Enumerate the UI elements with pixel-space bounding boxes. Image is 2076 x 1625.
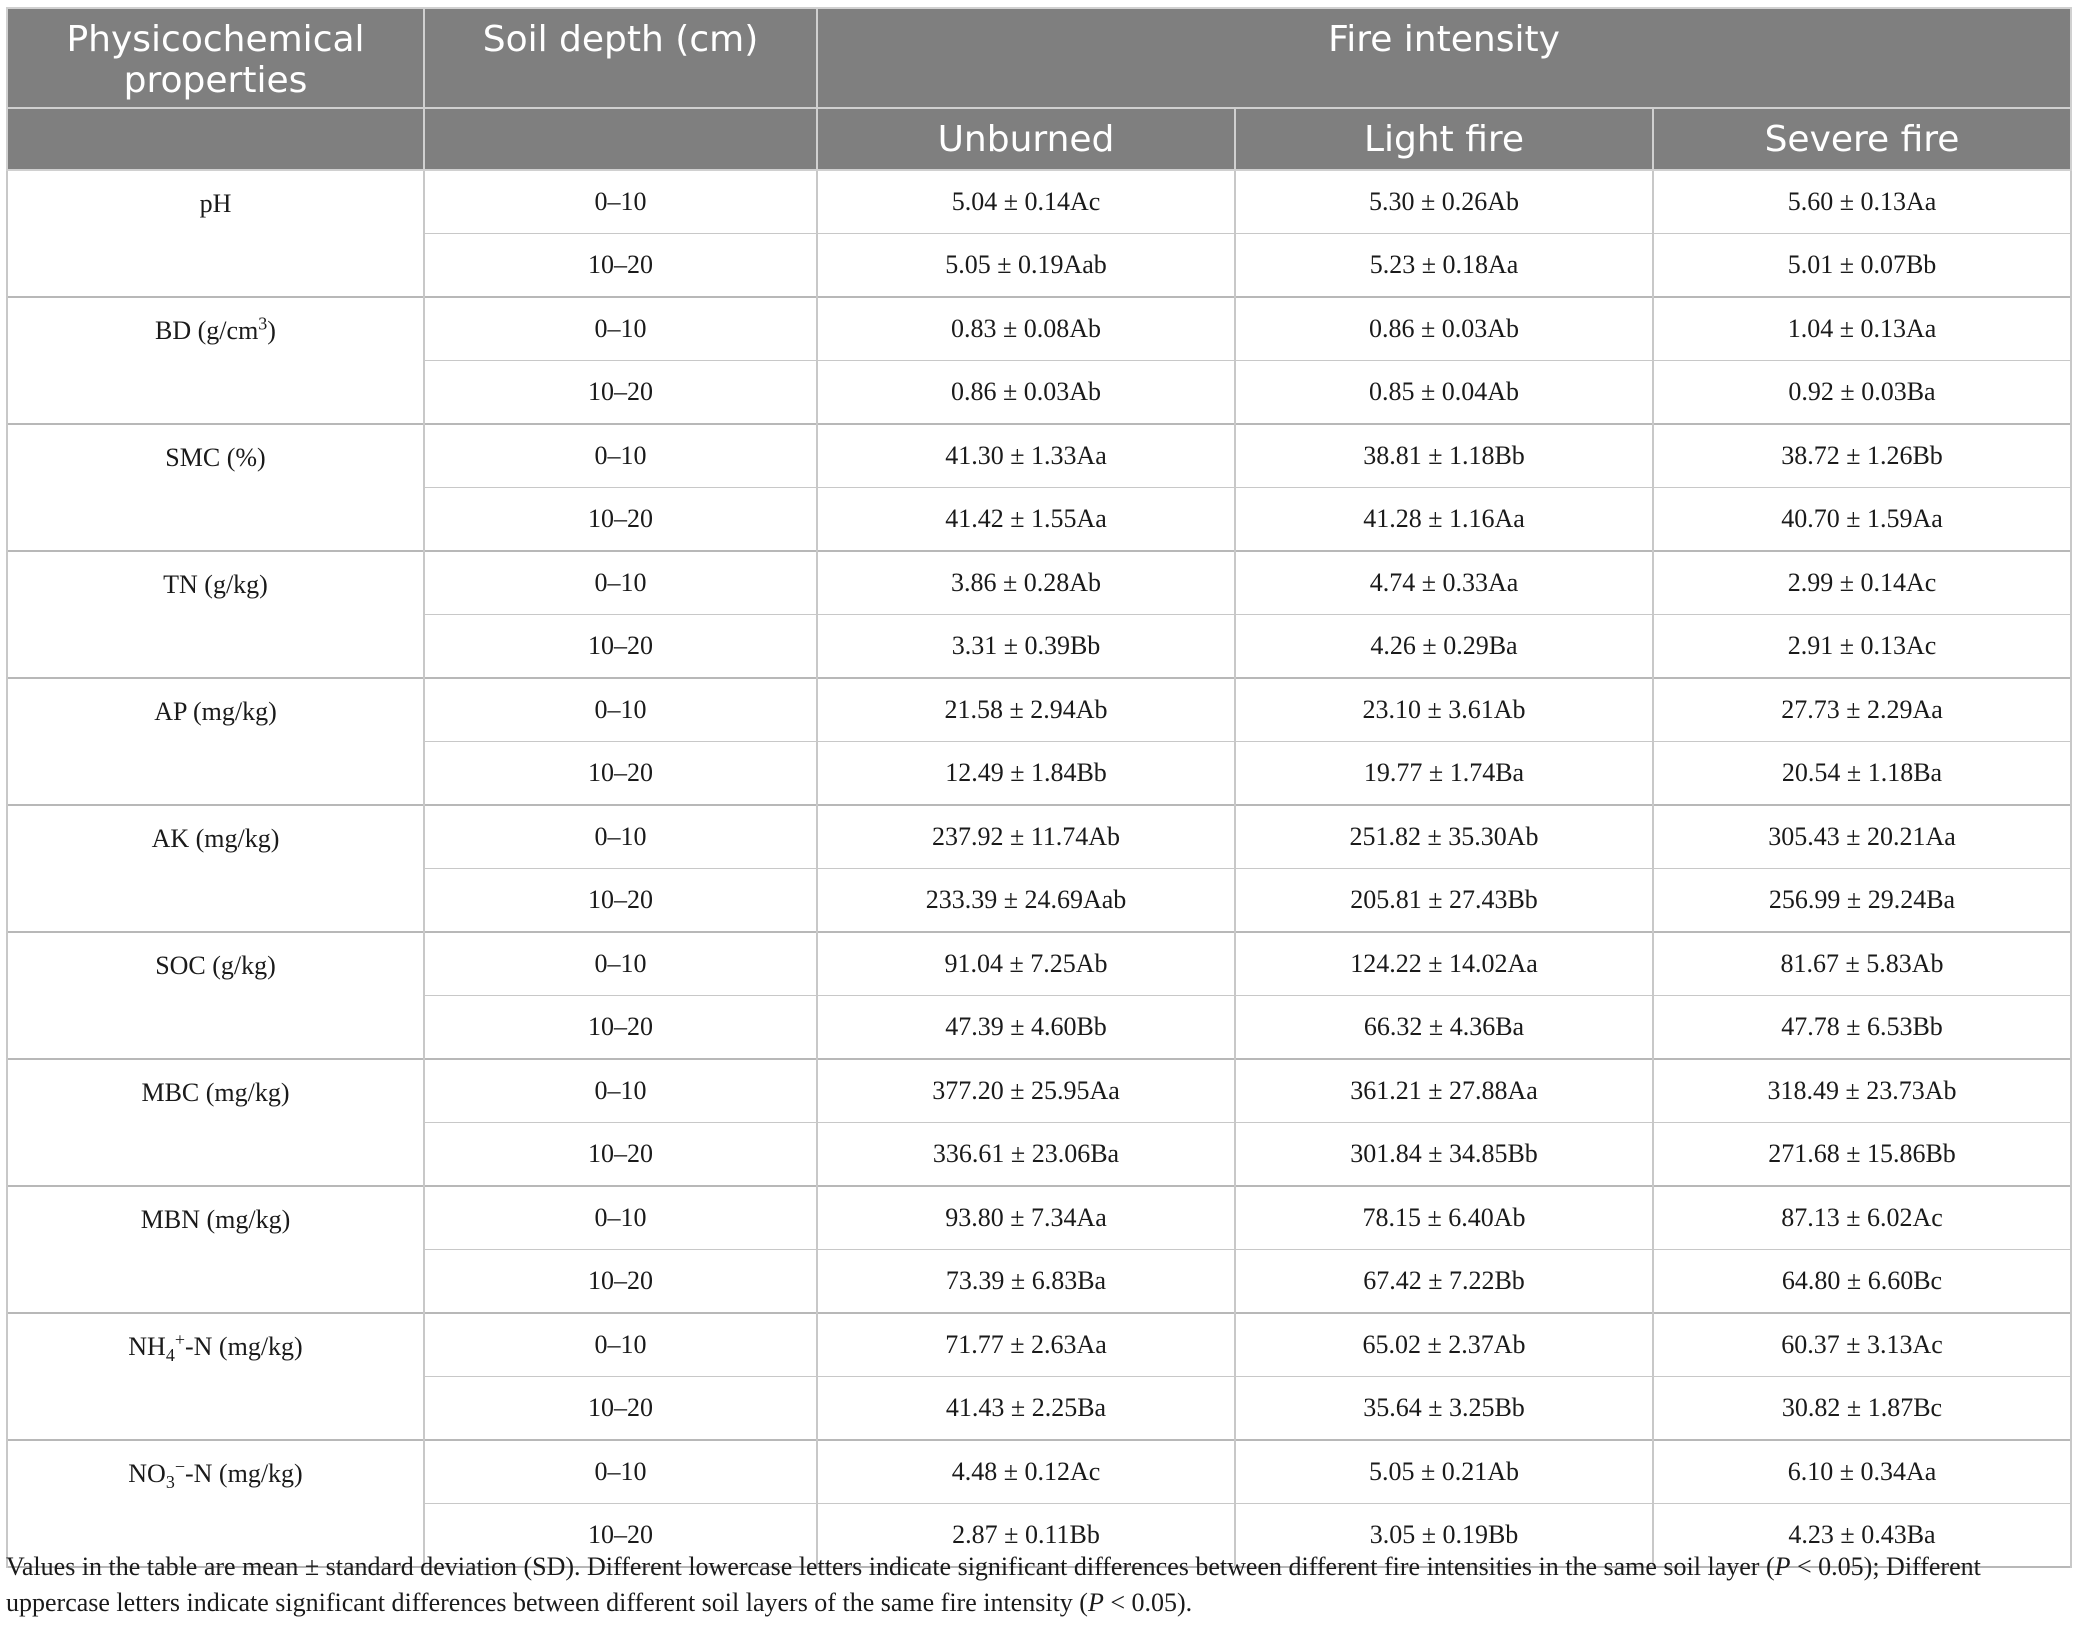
severe-fire-value: 6.10 ± 0.34Aa (1653, 1440, 2071, 1504)
depth-cell: 0–10 (424, 424, 817, 488)
header-blank-2 (424, 108, 817, 170)
unburned-value: 73.39 ± 6.83Ba (817, 1250, 1235, 1314)
table-row (7, 805, 2071, 869)
property-suffix: -N (mg/kg) (185, 1332, 303, 1361)
depth-cell: 0–10 (424, 1313, 817, 1377)
light-fire-value: 251.82 ± 35.30Ab (1235, 805, 1653, 869)
table-body (7, 170, 2071, 1567)
depth-cell: 0–10 (424, 297, 817, 361)
header-row-1 (7, 8, 2071, 108)
unburned-value: 3.86 ± 0.28Ab (817, 551, 1235, 615)
unburned-value: 377.20 ± 25.95Aa (817, 1059, 1235, 1123)
depth-cell: 0–10 (424, 551, 817, 615)
light-fire-value: 124.22 ± 14.02Aa (1235, 932, 1653, 996)
unburned-value: 336.61 ± 23.06Ba (817, 1123, 1235, 1187)
property-name: pH (199, 189, 232, 218)
unburned-value: 3.31 ± 0.39Bb (817, 615, 1235, 679)
property-name: TN (g/kg) (163, 570, 268, 599)
unburned-value: 21.58 ± 2.94Ab (817, 678, 1235, 742)
severe-fire-value: 38.72 ± 1.26Bb (1653, 424, 2071, 488)
header-unburned: Unburned (817, 108, 1235, 170)
property-suffix: -N (mg/kg) (185, 1459, 303, 1488)
depth-cell: 0–10 (424, 1186, 817, 1250)
light-fire-value: 4.26 ± 0.29Ba (1235, 615, 1653, 679)
depth-cell: 10–20 (424, 1250, 817, 1314)
light-fire-value: 41.28 ± 1.16Aa (1235, 488, 1653, 552)
property-subscript: 4 (165, 1345, 175, 1366)
light-fire-value: 23.10 ± 3.61Ab (1235, 678, 1653, 742)
property-name: AP (mg/kg) (154, 697, 277, 726)
property-label (7, 424, 424, 551)
property-label (7, 551, 424, 678)
depth-cell: 10–20 (424, 1377, 817, 1441)
unburned-value: 237.92 ± 11.74Ab (817, 805, 1235, 869)
table-row (7, 678, 2071, 742)
data-table (6, 7, 2072, 1568)
header-severe-fire: Severe fire (1653, 108, 2071, 170)
severe-fire-value: 2.91 ± 0.13Ac (1653, 615, 2071, 679)
light-fire-value: 66.32 ± 4.36Ba (1235, 996, 1653, 1060)
depth-cell: 10–20 (424, 615, 817, 679)
light-fire-value: 361.21 ± 27.88Aa (1235, 1059, 1653, 1123)
header-blank-1 (7, 108, 424, 170)
light-fire-value: 5.05 ± 0.21Ab (1235, 1440, 1653, 1504)
severe-fire-value: 60.37 ± 3.13Ac (1653, 1313, 2071, 1377)
property-name: AK (mg/kg) (151, 824, 280, 853)
severe-fire-value: 271.68 ± 15.86Bb (1653, 1123, 2071, 1187)
property-superscript: + (174, 1329, 185, 1350)
table-row (7, 424, 2071, 488)
property-name: SMC (%) (165, 443, 266, 472)
depth-cell: 10–20 (424, 234, 817, 298)
depth-cell: 10–20 (424, 361, 817, 425)
property-name: NO (128, 1459, 166, 1488)
light-fire-value: 78.15 ± 6.40Ab (1235, 1186, 1653, 1250)
light-fire-value: 35.64 ± 3.25Bb (1235, 1377, 1653, 1441)
severe-fire-value: 5.60 ± 0.13Aa (1653, 170, 2071, 234)
light-fire-value: 38.81 ± 1.18Bb (1235, 424, 1653, 488)
severe-fire-value: 47.78 ± 6.53Bb (1653, 996, 2071, 1060)
table-footnote (6, 1549, 2072, 1621)
property-label (7, 1313, 424, 1440)
header-depth: Soil depth (cm) (424, 8, 817, 108)
table-row (7, 551, 2071, 615)
depth-cell: 10–20 (424, 996, 817, 1060)
unburned-value: 12.49 ± 1.84Bb (817, 742, 1235, 806)
table-row (7, 1059, 2071, 1123)
table-row (7, 170, 2071, 234)
light-fire-value: 3.05 ± 0.19Bb (1235, 1504, 1653, 1568)
property-label (7, 932, 424, 1059)
table-row (7, 1313, 2071, 1377)
light-fire-value: 4.74 ± 0.33Aa (1235, 551, 1653, 615)
depth-cell: 0–10 (424, 932, 817, 996)
severe-fire-value: 87.13 ± 6.02Ac (1653, 1186, 2071, 1250)
unburned-value: 2.87 ± 0.11Bb (817, 1504, 1235, 1568)
severe-fire-value: 256.99 ± 29.24Ba (1653, 869, 2071, 933)
property-label (7, 1186, 424, 1313)
severe-fire-value: 4.23 ± 0.43Ba (1653, 1504, 2071, 1568)
header-fire-intensity: Fire intensity (817, 8, 2071, 108)
unburned-value: 71.77 ± 2.63Aa (817, 1313, 1235, 1377)
severe-fire-value: 64.80 ± 6.60Bc (1653, 1250, 2071, 1314)
unburned-value: 47.39 ± 4.60Bb (817, 996, 1235, 1060)
unburned-value: 233.39 ± 24.69Aab (817, 869, 1235, 933)
severe-fire-value: 0.92 ± 0.03Ba (1653, 361, 2071, 425)
light-fire-value: 205.81 ± 27.43Bb (1235, 869, 1653, 933)
unburned-value: 41.30 ± 1.33Aa (817, 424, 1235, 488)
unburned-value: 5.05 ± 0.19Aab (817, 234, 1235, 298)
property-label (7, 1440, 424, 1567)
footnote-part2: < 0.05); Different uppercase letters indicate significant differences between different soil layers of the same fire intensity ( (6, 1552, 1981, 1617)
property-name: MBC (mg/kg) (141, 1078, 290, 1107)
depth-cell: 10–20 (424, 488, 817, 552)
light-fire-value: 65.02 ± 2.37Ab (1235, 1313, 1653, 1377)
severe-fire-value: 27.73 ± 2.29Aa (1653, 678, 2071, 742)
light-fire-value: 0.86 ± 0.03Ab (1235, 297, 1653, 361)
severe-fire-value: 20.54 ± 1.18Ba (1653, 742, 2071, 806)
severe-fire-value: 40.70 ± 1.59Aa (1653, 488, 2071, 552)
light-fire-value: 5.23 ± 0.18Aa (1235, 234, 1653, 298)
light-fire-value: 5.30 ± 0.26Ab (1235, 170, 1653, 234)
unburned-value: 93.80 ± 7.34Aa (817, 1186, 1235, 1250)
unburned-value: 91.04 ± 7.25Ab (817, 932, 1235, 996)
header-property: Physicochemical properties (7, 8, 424, 108)
severe-fire-value: 30.82 ± 1.87Bc (1653, 1377, 2071, 1441)
table-row (7, 932, 2071, 996)
severe-fire-value: 81.67 ± 5.83Ab (1653, 932, 2071, 996)
property-name: SOC (g/kg) (155, 951, 276, 980)
light-fire-value: 0.85 ± 0.04Ab (1235, 361, 1653, 425)
depth-cell: 0–10 (424, 805, 817, 869)
severe-fire-value: 305.43 ± 20.21Aa (1653, 805, 2071, 869)
property-name: BD (g/cm (155, 316, 259, 345)
light-fire-value: 67.42 ± 7.22Bb (1235, 1250, 1653, 1314)
unburned-value: 4.48 ± 0.12Ac (817, 1440, 1235, 1504)
table-container (6, 7, 2070, 1568)
unburned-value: 0.83 ± 0.08Ab (817, 297, 1235, 361)
property-label (7, 678, 424, 805)
unburned-value: 5.04 ± 0.14Ac (817, 170, 1235, 234)
unburned-value: 0.86 ± 0.03Ab (817, 361, 1235, 425)
light-fire-value: 19.77 ± 1.74Ba (1235, 742, 1653, 806)
property-superscript: 3 (258, 313, 268, 334)
table-row (7, 1186, 2071, 1250)
property-superscript: − (174, 1456, 185, 1477)
footnote-p2: P (1087, 1588, 1104, 1617)
footnote-part1: Values in the table are mean ± standard deviation (SD). Different lowercase letters indicate significant differences between different fire intensities in the same soil layer ( (6, 1552, 1775, 1581)
footnote-p1: P (1774, 1552, 1791, 1581)
header-light-fire: Light fire (1235, 108, 1653, 170)
depth-cell: 0–10 (424, 678, 817, 742)
severe-fire-value: 1.04 ± 0.13Aa (1653, 297, 2071, 361)
unburned-value: 41.42 ± 1.55Aa (817, 488, 1235, 552)
depth-cell: 0–10 (424, 170, 817, 234)
property-name: NH (128, 1332, 166, 1361)
severe-fire-value: 318.49 ± 23.73Ab (1653, 1059, 2071, 1123)
property-subscript: 3 (165, 1472, 175, 1493)
depth-cell: 10–20 (424, 1504, 817, 1568)
depth-cell: 10–20 (424, 1123, 817, 1187)
depth-cell: 10–20 (424, 742, 817, 806)
depth-cell: 0–10 (424, 1059, 817, 1123)
property-label (7, 805, 424, 932)
light-fire-value: 301.84 ± 34.85Bb (1235, 1123, 1653, 1187)
table-row (7, 1440, 2071, 1504)
severe-fire-value: 2.99 ± 0.14Ac (1653, 551, 2071, 615)
property-name: MBN (mg/kg) (140, 1205, 291, 1234)
header-row-2 (7, 108, 2071, 170)
property-label (7, 297, 424, 424)
property-suffix: ) (267, 316, 276, 345)
depth-cell: 0–10 (424, 1440, 817, 1504)
severe-fire-value: 5.01 ± 0.07Bb (1653, 234, 2071, 298)
property-label (7, 170, 424, 297)
table-row (7, 297, 2071, 361)
depth-cell: 10–20 (424, 869, 817, 933)
footnote-part3: < 0.05). (1103, 1588, 1193, 1617)
property-label (7, 1059, 424, 1186)
unburned-value: 41.43 ± 2.25Ba (817, 1377, 1235, 1441)
